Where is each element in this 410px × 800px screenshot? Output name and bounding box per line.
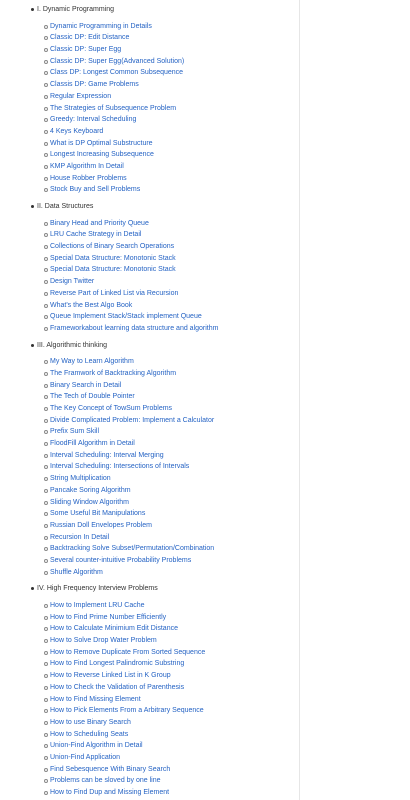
- circle-bullet-icon: [44, 616, 48, 620]
- list-item: [0, 705, 299, 717]
- list-item: [0, 694, 299, 706]
- list-item: [0, 103, 299, 115]
- circle-bullet-icon: [44, 733, 48, 737]
- article-link[interactable]: 4 Keys Keyboard: [50, 127, 104, 135]
- article-link[interactable]: How to Find Missing Element: [50, 695, 141, 703]
- circle-bullet-icon: [44, 177, 48, 181]
- circle-bullet-icon: [44, 547, 48, 551]
- section-4: [0, 583, 299, 798]
- article-link[interactable]: Union-Find Algorithm in Detail: [50, 742, 143, 750]
- section-title: I. Dynamic Programming: [37, 6, 115, 13]
- list-item: [0, 415, 299, 427]
- circle-bullet-icon: [44, 559, 48, 563]
- circle-bullet-icon: [44, 83, 48, 87]
- list-item: [0, 126, 299, 138]
- list-item: [0, 300, 299, 312]
- list-item: [0, 32, 299, 44]
- list-item: [0, 21, 299, 33]
- article-link[interactable]: How to Solve Drop Water Problem: [50, 637, 157, 645]
- article-link[interactable]: FloodFill Algorithm in Detail: [50, 440, 135, 448]
- article-link[interactable]: Binary Head and Priority Queue: [50, 219, 149, 227]
- circle-bullet-icon: [44, 744, 48, 748]
- list-item: [0, 380, 299, 392]
- article-link[interactable]: What is DP Optimal Substructure: [50, 139, 153, 147]
- list-item: [0, 623, 299, 635]
- bullet-icon: [31, 587, 34, 590]
- circle-bullet-icon: [44, 524, 48, 528]
- list-item: [0, 311, 299, 323]
- list-item: [0, 658, 299, 670]
- article-link[interactable]: How to Pick Elements From a Arbitrary Sequence: [50, 707, 204, 715]
- article-link[interactable]: Interval Scheduling: Interval Merging: [50, 451, 164, 459]
- article-link[interactable]: Binary Search in Detail: [50, 381, 122, 389]
- article-link[interactable]: Problems can be sloved by one line: [50, 777, 161, 785]
- article-link[interactable]: Russian Doll Envelopes Problem: [50, 521, 152, 529]
- circle-bullet-icon: [44, 304, 48, 308]
- circle-bullet-icon: [44, 721, 48, 725]
- article-link[interactable]: House Robber Problems: [50, 174, 127, 182]
- article-link[interactable]: Interval Scheduling: Intersections of Intervals: [50, 463, 190, 471]
- article-link[interactable]: Prefix Sum Skill: [50, 428, 100, 436]
- circle-bullet-icon: [44, 130, 48, 134]
- article-link[interactable]: How to Find Dup and Missing Element: [50, 789, 170, 796]
- list-item: [0, 555, 299, 567]
- section-2: [0, 201, 299, 335]
- circle-bullet-icon: [44, 662, 48, 666]
- list-item: [0, 497, 299, 509]
- circle-bullet-icon: [44, 118, 48, 122]
- list-item: [0, 775, 299, 787]
- list-item: [0, 368, 299, 380]
- article-link[interactable]: Special Data Structure: Monotonic Stack: [50, 254, 176, 262]
- article-link[interactable]: Divide Complicated Problem: Implement a Calculator: [50, 416, 215, 424]
- article-link[interactable]: Classic DP: Super Egg(Advanced Solution): [50, 57, 185, 65]
- circle-bullet-icon: [44, 292, 48, 296]
- circle-bullet-icon: [44, 501, 48, 505]
- bullet-icon: [31, 205, 34, 208]
- circle-bullet-icon: [44, 698, 48, 702]
- circle-bullet-icon: [44, 674, 48, 678]
- circle-bullet-icon: [44, 233, 48, 237]
- list-item: [0, 752, 299, 764]
- circle-bullet-icon: [44, 165, 48, 169]
- list-item: [0, 717, 299, 729]
- link-list: [0, 21, 299, 196]
- list-item: [0, 403, 299, 415]
- circle-bullet-icon: [44, 639, 48, 643]
- circle-bullet-icon: [44, 384, 48, 388]
- list-item: [0, 218, 299, 230]
- circle-bullet-icon: [44, 477, 48, 481]
- circle-bullet-icon: [44, 768, 48, 772]
- list-item: [0, 91, 299, 103]
- circle-bullet-icon: [44, 222, 48, 226]
- circle-bullet-icon: [44, 536, 48, 540]
- list-item: [0, 67, 299, 79]
- article-link[interactable]: Some Useful Bit Manipulations: [50, 510, 146, 518]
- list-item: [0, 729, 299, 741]
- circle-bullet-icon: [44, 627, 48, 631]
- list-item: [0, 600, 299, 612]
- list-item: [0, 184, 299, 196]
- section-title: IV. High Frequency Interview Problems: [37, 585, 158, 593]
- circle-bullet-icon: [44, 430, 48, 434]
- list-item: [0, 356, 299, 368]
- list-item: [0, 56, 299, 68]
- section-3: [0, 340, 299, 579]
- article-link[interactable]: How to Calculate Minimium Edit Distance: [50, 625, 178, 633]
- list-item: [0, 44, 299, 56]
- circle-bullet-icon: [44, 327, 48, 331]
- list-item: [0, 764, 299, 776]
- circle-bullet-icon: [44, 71, 48, 75]
- list-item: [0, 391, 299, 403]
- circle-bullet-icon: [44, 442, 48, 446]
- circle-bullet-icon: [44, 604, 48, 608]
- list-item: [0, 276, 299, 288]
- article-link[interactable]: Recursion In Detail: [50, 533, 110, 541]
- list-item: [0, 114, 299, 126]
- section-header: [0, 583, 299, 595]
- article-link[interactable]: Class DP: Longest Common Subsequence: [50, 69, 184, 77]
- circle-bullet-icon: [44, 315, 48, 319]
- article-link[interactable]: The Strategies of Subsequence Problem: [50, 104, 177, 112]
- article-link[interactable]: Classic DP: Edit Distance: [50, 34, 130, 42]
- circle-bullet-icon: [44, 454, 48, 458]
- article-link[interactable]: Stock Buy and Sell Problems: [50, 186, 141, 194]
- circle-bullet-icon: [44, 571, 48, 575]
- article-link[interactable]: Queue Implement Stack/Stack implement Queue: [50, 313, 202, 321]
- circle-bullet-icon: [44, 360, 48, 364]
- circle-bullet-icon: [44, 257, 48, 261]
- article-link[interactable]: Frameworkabout learning data structure and algorithm: [50, 324, 219, 332]
- article-link[interactable]: String Multiplication: [50, 475, 111, 483]
- list-item: [0, 508, 299, 520]
- list-item: [0, 543, 299, 555]
- circle-bullet-icon: [44, 372, 48, 376]
- list-item: [0, 461, 299, 473]
- article-link[interactable]: Classis DP: Game Problems: [50, 81, 139, 89]
- circle-bullet-icon: [44, 756, 48, 760]
- list-item: [0, 787, 299, 799]
- article-link[interactable]: How to use Binary Search: [50, 718, 131, 726]
- list-item: [0, 438, 299, 450]
- list-item: [0, 485, 299, 497]
- article-link[interactable]: Special Data Structure: Monotonic Stack: [50, 266, 176, 274]
- list-item: [0, 149, 299, 161]
- article-link[interactable]: Sliding Window Algorithm: [50, 498, 129, 506]
- list-item: [0, 138, 299, 150]
- circle-bullet-icon: [44, 268, 48, 272]
- circle-bullet-icon: [44, 280, 48, 284]
- list-item: [0, 635, 299, 647]
- article-link[interactable]: Reverse Part of Linked List via Recursion: [50, 289, 179, 297]
- section-header: [0, 4, 299, 16]
- list-item: [0, 670, 299, 682]
- article-link[interactable]: How to Implement LRU Cache: [50, 602, 145, 609]
- list-item: [0, 79, 299, 91]
- article-link[interactable]: Regular Expression: [50, 92, 112, 100]
- section-1: [0, 4, 299, 196]
- circle-bullet-icon: [44, 142, 48, 146]
- list-item: [0, 450, 299, 462]
- circle-bullet-icon: [44, 709, 48, 713]
- circle-bullet-icon: [44, 512, 48, 516]
- list-item: [0, 682, 299, 694]
- article-link[interactable]: Pancake Soring Algorithm: [50, 486, 131, 494]
- section-title: III. Algorithmic thinking: [37, 341, 108, 349]
- circle-bullet-icon: [44, 686, 48, 690]
- list-item: [0, 426, 299, 438]
- list-item: [0, 520, 299, 532]
- article-link[interactable]: Greedy: Interval Scheduling: [50, 116, 137, 124]
- list-item: [0, 473, 299, 485]
- circle-bullet-icon: [44, 188, 48, 192]
- bullet-icon: [31, 8, 34, 11]
- section-header: [0, 201, 299, 213]
- circle-bullet-icon: [44, 25, 48, 29]
- article-link[interactable]: How to Find Longest Palindromic Substring: [50, 660, 185, 668]
- article-link[interactable]: Several counter-intuitive Probability Problems: [50, 556, 192, 564]
- article-link[interactable]: Backtracking Solve Subset/Permutation/Combination: [50, 545, 215, 553]
- article-link[interactable]: Longest Increasing Subsequence: [50, 151, 154, 159]
- article-link[interactable]: The Framwork of Backtracking Algorithm: [50, 369, 177, 377]
- circle-bullet-icon: [44, 95, 48, 99]
- article-link[interactable]: How to Check the Validation of Parenthesis: [50, 683, 185, 691]
- circle-bullet-icon: [44, 107, 48, 111]
- article-link[interactable]: The Tech of Double Pointer: [50, 393, 135, 401]
- article-link[interactable]: Find Sebesquence With Binary Search: [50, 765, 171, 773]
- list-item: [0, 323, 299, 335]
- article-link[interactable]: Union-Find Application: [50, 753, 121, 761]
- link-list: [0, 218, 299, 335]
- list-item: [0, 229, 299, 241]
- article-link[interactable]: How to Scheduling Seats: [50, 730, 129, 738]
- circle-bullet-icon: [44, 407, 48, 411]
- circle-bullet-icon: [44, 489, 48, 493]
- bullet-icon: [31, 344, 34, 347]
- list-item: [0, 740, 299, 752]
- list-item: [0, 241, 299, 253]
- article-link[interactable]: Design Twitter: [50, 278, 95, 286]
- list-item: [0, 173, 299, 185]
- circle-bullet-icon: [44, 395, 48, 399]
- article-link[interactable]: Collections of Binary Search Operations: [50, 243, 175, 251]
- article-link[interactable]: How to Find Prime Number Efficiently: [50, 613, 167, 621]
- circle-bullet-icon: [44, 779, 48, 783]
- list-item: [0, 612, 299, 624]
- circle-bullet-icon: [44, 153, 48, 157]
- circle-bullet-icon: [44, 36, 48, 40]
- circle-bullet-icon: [44, 245, 48, 249]
- list-item: [0, 264, 299, 276]
- circle-bullet-icon: [44, 48, 48, 52]
- list-item: [0, 288, 299, 300]
- article-link[interactable]: How to Remove Duplicate From Sorted Sequence: [50, 648, 206, 656]
- list-item: [0, 161, 299, 173]
- link-list: [0, 356, 299, 578]
- article-link[interactable]: Dynamic Programming in Details: [50, 22, 152, 30]
- section-title: II. Data Structures: [37, 203, 94, 210]
- article-link[interactable]: Classic DP: Super Egg: [50, 46, 122, 54]
- circle-bullet-icon: [44, 651, 48, 655]
- link-list: [0, 600, 299, 799]
- article-link[interactable]: How to Reverse Linked List in K Group: [50, 672, 171, 680]
- article-link[interactable]: What's the Best Algo Book: [50, 301, 133, 309]
- list-item: [0, 532, 299, 544]
- circle-bullet-icon: [44, 419, 48, 423]
- list-item: [0, 647, 299, 659]
- article-link[interactable]: The Key Concept of TowSum Problems: [50, 405, 173, 412]
- circle-bullet-icon: [44, 791, 48, 795]
- section-header: [0, 340, 299, 352]
- circle-bullet-icon: [44, 465, 48, 469]
- list-item: [0, 253, 299, 265]
- list-item: [0, 567, 299, 579]
- circle-bullet-icon: [44, 60, 48, 64]
- article-link[interactable]: My Way to Learn Algorithm: [50, 358, 134, 366]
- article-link[interactable]: KMP Algorithm In Detail: [50, 162, 124, 170]
- article-link[interactable]: Shuffle Algorithm: [50, 568, 103, 576]
- article-link[interactable]: LRU Cache Strategy in Detail: [50, 231, 142, 239]
